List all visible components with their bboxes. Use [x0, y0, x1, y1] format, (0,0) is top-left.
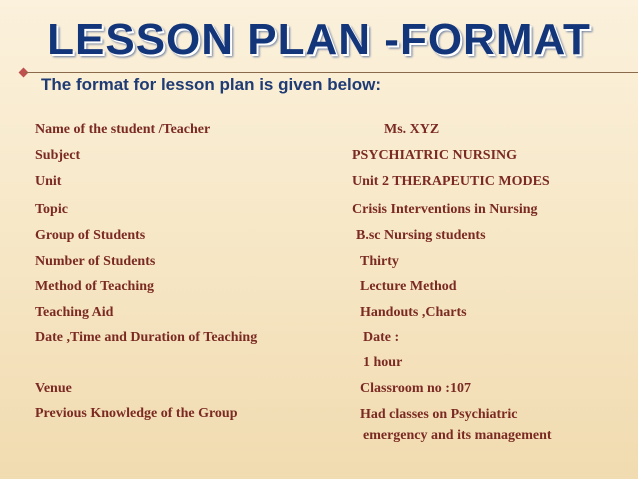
row-value: B.sc Nursing students [356, 228, 486, 243]
row-label: Teaching Aid [35, 305, 114, 320]
table-row [0, 118, 638, 142]
row-label: Previous Knowledge of the Group [35, 406, 238, 421]
table-row [0, 170, 638, 194]
row-value: Date : [363, 330, 400, 345]
row-value: Lecture Method [360, 279, 457, 294]
row-label: Unit [35, 174, 62, 189]
row-label: Number of Students [35, 254, 156, 269]
row-label: Name of the student /Teacher [35, 122, 211, 137]
row-value: 1 hour [363, 355, 403, 370]
title-divider [25, 72, 638, 73]
table-row [0, 250, 638, 274]
slide-subtitle: The format for lesson plan is given below: [41, 75, 382, 94]
table-row [0, 377, 638, 401]
table-row [0, 224, 638, 248]
row-value: Handouts ,Charts [360, 305, 467, 320]
row-label: Date ,Time and Duration of Teaching [35, 330, 258, 345]
row-label: Method of Teaching [35, 279, 155, 294]
table-row [0, 275, 638, 299]
row-label: Venue [35, 381, 72, 396]
row-value: PSYCHIATRIC NURSING [352, 148, 518, 163]
row-value-continued: emergency and its management [363, 428, 552, 443]
row-value: Crisis Interventions in Nursing [352, 202, 538, 217]
table-row [0, 144, 638, 168]
slide-title: LESSON PLAN -FORMAT [47, 15, 591, 64]
row-value: Ms. XYZ [384, 122, 440, 137]
table-row [0, 351, 638, 375]
table-row [0, 326, 638, 350]
row-value: Thirty [360, 254, 399, 269]
row-value: Unit 2 THERAPEUTIC MODES [352, 174, 550, 189]
row-label: Topic [35, 202, 68, 217]
table-row [0, 198, 638, 222]
table-row [0, 301, 638, 325]
row-value: Classroom no :107 [360, 381, 471, 396]
table-row [0, 402, 638, 448]
row-label: Subject [35, 148, 81, 163]
row-label: Group of Students [35, 228, 146, 243]
row-value: Had classes on Psychiatric [360, 407, 518, 422]
